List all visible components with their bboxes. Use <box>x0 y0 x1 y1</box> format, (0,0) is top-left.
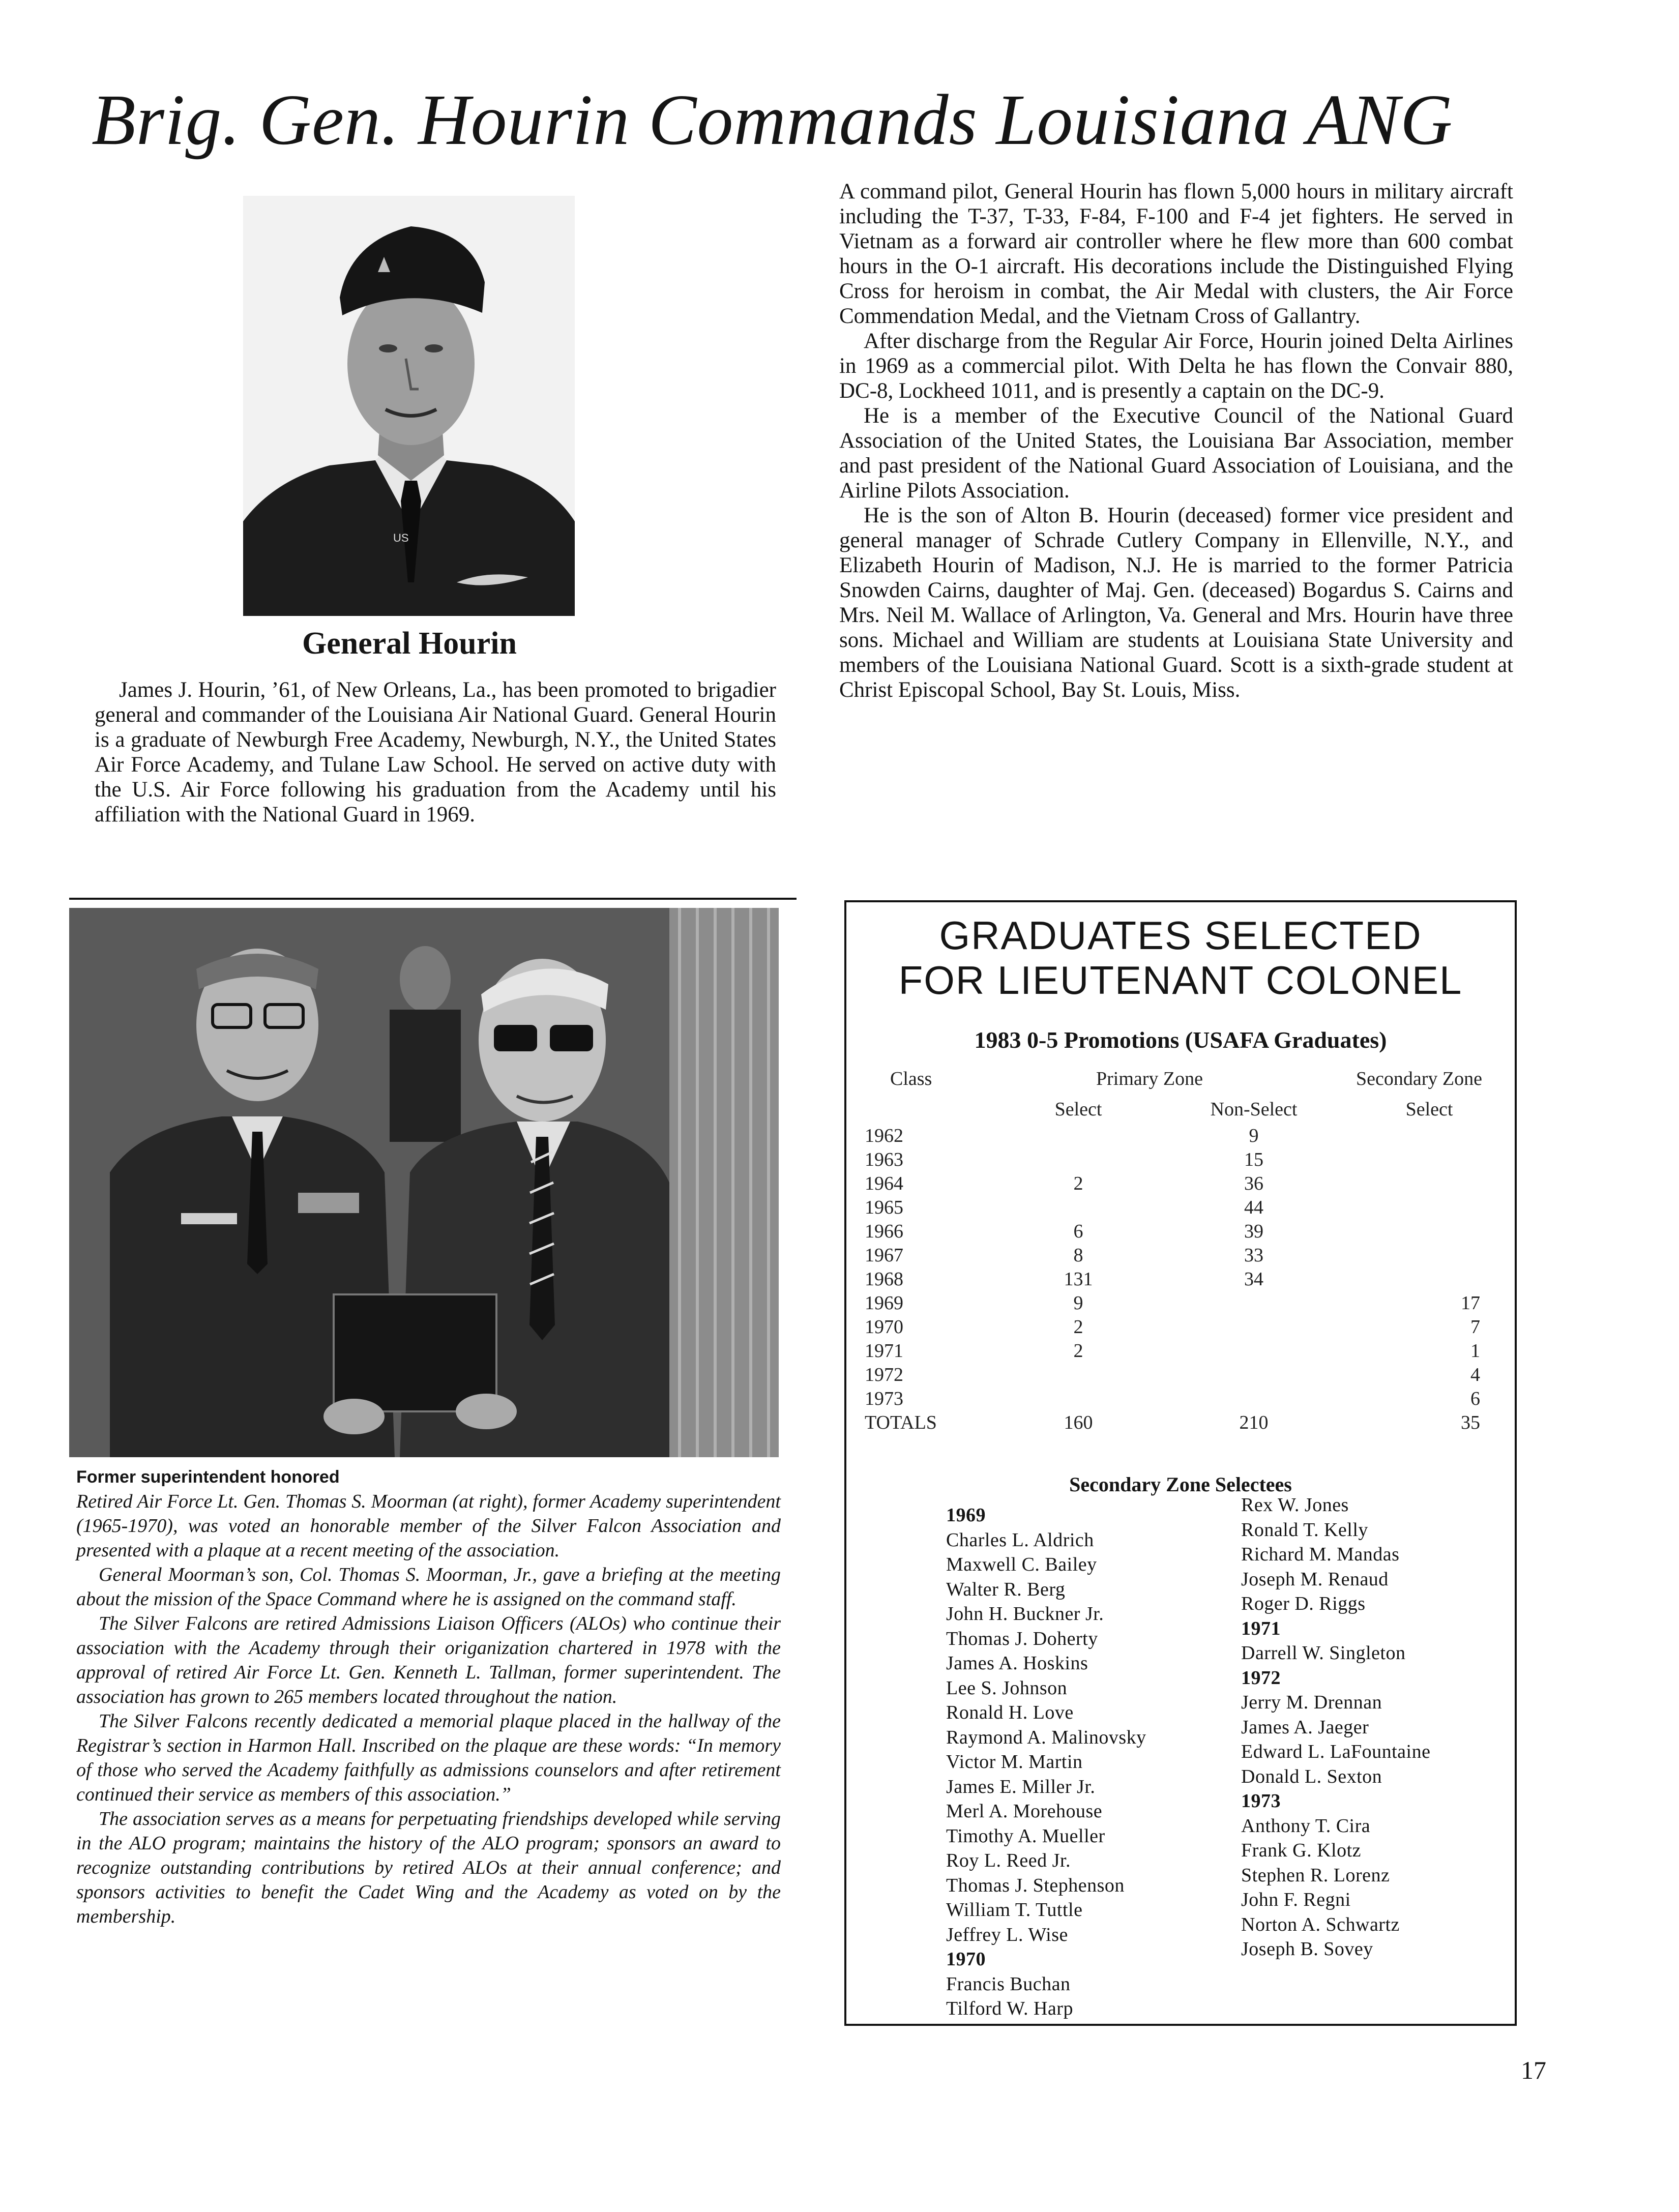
general-hourin-portrait <box>243 196 575 616</box>
table-row <box>865 1411 1506 1435</box>
selectee-name: Charles L. Aldrich <box>946 1529 1094 1551</box>
table-cell-p-select: 2 <box>1073 1316 1083 1338</box>
selectee-name: Joseph B. Sovey <box>1241 1938 1373 1960</box>
selectee-name: Anthony T. Cira <box>1241 1815 1371 1837</box>
table-cell-p-select: 2 <box>1073 1173 1083 1194</box>
selectee-name: Roy L. Reed Jr. <box>946 1850 1071 1871</box>
table-row <box>865 1220 1506 1244</box>
table-row <box>865 1196 1506 1220</box>
caption-paragraph: The Silver Falcons recently dedicated a memorial plaque placed in the hallway of the Registrar’s section in Harmon Hall. Inscribed on the plaque are these words: “In memory of those who served the Academy faithfully as admissions counselors and after retirement continued their service as members of this association.” <box>76 1710 781 1805</box>
header-non-select: Non-Select <box>1210 1099 1298 1120</box>
selectee-name: Edward L. LaFountaine <box>1241 1741 1431 1762</box>
table-cell-class: 1968 <box>865 1269 903 1290</box>
section-divider <box>69 898 797 900</box>
selectee-name: John F. Regni <box>1241 1889 1351 1910</box>
portrait-drawing <box>243 196 575 616</box>
table-cell-s-select: 7 <box>1470 1316 1480 1338</box>
photo2-caption-heading: Former superintendent honored <box>76 1467 340 1487</box>
table-row <box>865 1244 1506 1267</box>
table-cell-class: 1964 <box>865 1173 903 1194</box>
table-cell-p-nonselect: 44 <box>1244 1197 1263 1218</box>
article-right-column <box>839 179 1513 702</box>
selectee-name: Tilford W. Harp <box>946 1998 1073 2019</box>
selectee-name: Donald L. Sexton <box>1241 1765 1382 1787</box>
table-cell-class: 1962 <box>865 1125 903 1146</box>
table-cell-p-select: 8 <box>1073 1245 1083 1266</box>
header-class: Class <box>890 1068 932 1089</box>
caption-paragraph: General Moorman’s son, Col. Thomas S. Moorman, Jr., gave a briefing at the meeting about the mission of the Space Command where he is assigned on the command staff. <box>76 1564 781 1610</box>
article-paragraph: He is the son of Alton B. Hourin (deceased) former vice president and general manager of Schrade Cutlery Company in Ellenville, N.Y., and Elizabeth Hourin of Madison, N.J. He is married to the former Patricia Snowden Cairns, daughter of Maj. Gen. (deceased) Bogardus S. Cairns and Mrs. Neil M. Wallace of Arlington, Va. General and Mrs. Hourin have three sons. Michael and William are students at Louisiana State University and members of the Louisiana National Guard. Scott is a sixth-grade student at Christ Episcopal School, Bay St. Louis, Miss. <box>839 504 1513 702</box>
table-cell-s-select: 1 <box>1470 1340 1480 1362</box>
table-cell-class: 1973 <box>865 1388 903 1409</box>
table-row <box>865 1291 1506 1315</box>
table-cell-class: 1969 <box>865 1292 903 1314</box>
selectee-name: Maxwell C. Bailey <box>946 1554 1097 1575</box>
selectee-name: Richard M. Mandas <box>1241 1544 1400 1565</box>
box-title-line1: GRADUATES SELECTED <box>939 913 1422 958</box>
table-cell-p-select: 2 <box>1073 1340 1083 1362</box>
table-row <box>865 1339 1506 1363</box>
moorman-honored-photo <box>69 908 779 1457</box>
selectee-name: Victor M. Martin <box>946 1751 1083 1773</box>
table-cell-class: 1970 <box>865 1316 903 1338</box>
selectee-name: Rex W. Jones <box>1241 1494 1349 1516</box>
selectee-name: Francis Buchan <box>946 1973 1071 1995</box>
selectee-name: William T. Tuttle <box>946 1899 1083 1921</box>
table-cell-p-select: 6 <box>1073 1221 1083 1242</box>
header-select: Select <box>1054 1099 1102 1120</box>
table-row <box>865 1387 1506 1411</box>
class-year-heading: 1969 <box>946 1505 986 1526</box>
selectee-name: Jerry M. Drennan <box>1241 1692 1382 1713</box>
table-cell-s-select: 6 <box>1470 1388 1480 1409</box>
table-cell-p-select: 131 <box>1064 1269 1093 1290</box>
class-year-heading: 1972 <box>1241 1667 1281 1689</box>
selectee-name: James A. Hoskins <box>946 1653 1088 1674</box>
selectee-name: Frank G. Klotz <box>1241 1840 1362 1861</box>
table-row <box>865 1267 1506 1291</box>
table-cell-class: 1966 <box>865 1221 903 1242</box>
box-title <box>846 913 1515 1002</box>
table-cell-p-nonselect: 36 <box>1244 1173 1263 1194</box>
table-cell-p-nonselect: 34 <box>1244 1269 1263 1290</box>
header-secondary-zone: Secondary Zone <box>1356 1068 1482 1089</box>
caption-paragraph: The Silver Falcons are retired Admissions Liaison Officers (ALOs) who continue their association with the Academy through their origanization chartered in 1978 with the approval of retired Air Force Lt. Gen. Kenneth L. Tallman, former superintendent. The association has grown to 265 members located throughout the nation. <box>76 1613 781 1707</box>
selectees-right-list <box>1241 1493 1516 1962</box>
table-row <box>865 1124 1506 1148</box>
table-cell-class: 1972 <box>865 1364 903 1385</box>
table-cell-p-nonselect: 39 <box>1244 1221 1263 1242</box>
selectee-name: Lee S. Johnson <box>946 1677 1068 1699</box>
header-primary-zone: Primary Zone <box>1096 1068 1203 1089</box>
selectee-name: Merl A. Morehouse <box>946 1801 1103 1822</box>
selectee-name: Ronald T. Kelly <box>1241 1519 1368 1541</box>
table-cell-s-select: 17 <box>1461 1292 1480 1314</box>
table-row <box>865 1315 1506 1339</box>
table-cell-p-nonselect: 15 <box>1244 1149 1263 1170</box>
table-row <box>865 1363 1506 1387</box>
box-subtitle: 1983 0-5 Promotions (USAFA Graduates) <box>974 1027 1387 1053</box>
selectee-name: Norton A. Schwartz <box>1241 1913 1400 1935</box>
selectee-name: Thomas J. Doherty <box>946 1628 1098 1649</box>
table-cell-p-select: 160 <box>1064 1412 1093 1433</box>
selectee-name: Stephen R. Lorenz <box>1241 1864 1390 1886</box>
table-row <box>865 1148 1506 1172</box>
intro-paragraph: James J. Hourin, ’61, of New Orleans, La., has been promoted to brigadier general and commander of the Louisiana Air National Guard. General Hourin is a graduate of Newburgh Free Academy, Newburgh, N.Y., the United States Air Force Academy, and Tulane Law School. He served on active duty with the U.S. Air Force following his graduation from the Academy until his affiliation with the National Guard in 1969. <box>95 678 776 827</box>
selectee-name: Jeffrey L. Wise <box>946 1924 1068 1945</box>
photo2-drawing <box>69 908 779 1457</box>
selectee-name: Roger D. Riggs <box>1241 1593 1366 1614</box>
class-year-heading: 1973 <box>1241 1790 1281 1812</box>
portrait-caption: General Hourin <box>302 626 517 661</box>
table-cell-class: 1967 <box>865 1245 903 1266</box>
table-cell-p-nonselect: 210 <box>1239 1412 1269 1433</box>
photo2-caption <box>76 1465 781 1929</box>
table-cell-p-nonselect: 33 <box>1244 1245 1263 1266</box>
table-row <box>865 1172 1506 1196</box>
selectees-title: Secondary Zone Selectees <box>1069 1473 1292 1496</box>
selectee-name: Joseph M. Renaud <box>1241 1568 1389 1590</box>
table-cell-p-nonselect: 9 <box>1249 1125 1259 1146</box>
table-cell-p-select: 9 <box>1073 1292 1083 1314</box>
selectee-name: Timothy A. Mueller <box>946 1825 1105 1847</box>
article-paragraph: He is a member of the Executive Council of the National Guard Association of the United States, the Louisiana Bar Association, member and past president of the National Guard Association of Louisiana, and the Airline Pilots Association. <box>839 404 1513 503</box>
selectee-name: Walter R. Berg <box>946 1578 1066 1600</box>
header-secondary-select: Select <box>1405 1099 1453 1120</box>
selectee-name: Darrell W. Singleton <box>1241 1642 1406 1664</box>
class-year-heading: 1971 <box>1241 1617 1281 1639</box>
table-cell-class: 1965 <box>865 1197 903 1218</box>
selectee-name: Thomas J. Stephenson <box>946 1874 1125 1896</box>
caption-paragraph: Retired Air Force Lt. Gen. Thomas S. Moorman (at right), former Academy superintendent (1965-1970), was voted an honorable member of the Silver Falcon Association and presented with a plaque at a recent meeting of the association. <box>76 1491 781 1561</box>
selectee-name: John H. Buckner Jr. <box>946 1603 1104 1625</box>
table-cell-class: 1963 <box>865 1149 903 1170</box>
intro-text <box>95 677 776 827</box>
table-cell-class: TOTALS <box>865 1412 937 1433</box>
selectee-name: James A. Jaeger <box>1241 1716 1369 1738</box>
caption-paragraph: The association serves as a means for perpetuating friendships developed while serving in the ALO program; maintains the history of the ALO program; sponsors an award to recognize outstanding contributions by retired ALOs at their annual conference; and sponsors activities to benefit the Cadet Wing and the Academy as voted on by the membership. <box>76 1808 781 1927</box>
svg-text:US: US <box>393 532 409 544</box>
selectee-name: Ronald H. Love <box>946 1702 1074 1723</box>
page-number: 17 <box>1521 2056 1546 2084</box>
table-cell-s-select: 35 <box>1461 1412 1480 1433</box>
article-paragraph: A command pilot, General Hourin has flown 5,000 hours in military aircraft including the T-37, T-33, F-84, F-100 and F-4 jet fighters. He served in Vietnam as a forward air controller where he flew more than 600 combat hours in the O-1 aircraft. His decorations include the Distinguished Flying Cross for heroism in combat, the Air Medal with clusters, the Air Force Commendation Medal, and the Vietnam Cross of Gallantry. <box>839 180 1513 328</box>
selectee-name: James E. Miller Jr. <box>946 1776 1096 1797</box>
box-title-line2: FOR LIEUTENANT COLONEL <box>898 958 1463 1002</box>
table-cell-class: 1971 <box>865 1340 903 1362</box>
article-headline: Brig. Gen. Hourin Commands Louisiana ANG <box>92 79 1453 160</box>
selectees-left-list <box>946 1503 1231 2021</box>
selectee-name: Raymond A. Malinovsky <box>946 1726 1146 1748</box>
table-cell-s-select: 4 <box>1470 1364 1480 1385</box>
class-year-heading: 1970 <box>946 1949 986 1970</box>
article-paragraph: After discharge from the Regular Air Force, Hourin joined Delta Airlines in 1969 as a commercial pilot. With Delta he has flown the Convair 880, DC-8, Lockheed 1011, and is presently a captain on the DC-9. <box>839 329 1513 403</box>
